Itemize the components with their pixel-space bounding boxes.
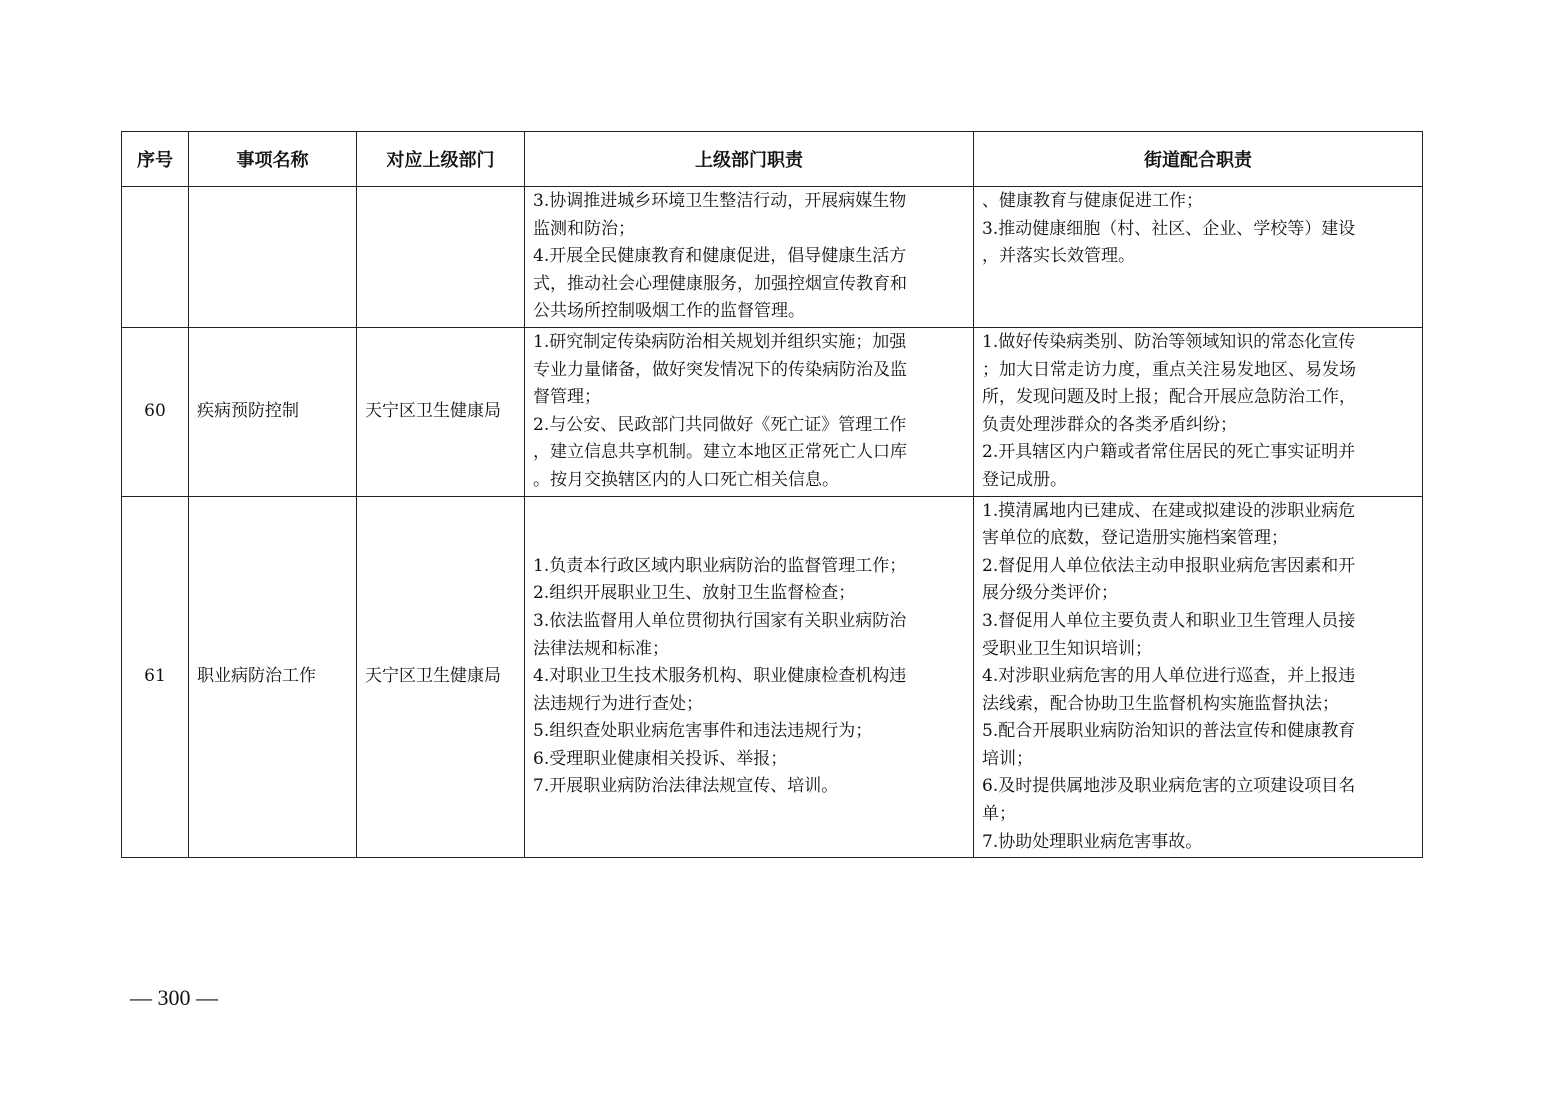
duty-line: 1.负责本行政区域内职业病防治的监督管理工作； [533, 555, 907, 576]
header-upper-department: 对应上级部门 [357, 132, 525, 187]
duty-line: 单； [982, 804, 1016, 825]
duty-line: 公共场所控制吸烟工作的监督管理。 [533, 301, 805, 322]
duty-line: 负责处理涉群众的各类矛盾纠纷； [982, 414, 1237, 435]
duty-line: 监测和防治； [533, 218, 635, 239]
duty-line: ，并落实长效管理。 [982, 246, 1135, 267]
cell-street-duties [974, 187, 1423, 328]
duty-line: 展分级分类评价； [982, 583, 1118, 604]
duty-line: 受职业卫生知识培训； [982, 638, 1152, 659]
duty-line: 4.开展全民健康教育和健康促进，倡导健康生活方 [533, 246, 907, 267]
duty-line: 3.依法监督用人单位贯彻执行国家有关职业病防治 [533, 610, 907, 631]
duty-line: 所，发现问题及时上报；配合开展应急防治工作， [982, 387, 1356, 408]
duty-line: 。按月交换辖区内的人口死亡相关信息。 [533, 469, 839, 490]
page-number: — 300 — [130, 985, 218, 1010]
duty-line: 2.开具辖区内户籍或者常住居民的死亡事实证明并 [982, 442, 1356, 463]
duty-line: ；加大日常走访力度，重点关注易发地区、易发场 [982, 359, 1356, 380]
duty-line: 6.及时提供属地涉及职业病危害的立项建设项目名 [982, 776, 1356, 797]
duty-line: 专业力量储备，做好突发情况下的传染病防治及监 [533, 359, 907, 380]
duty-line: ，建立信息共享机制。建立本地区正常死亡人口库 [533, 442, 907, 463]
cell-upper-duties [525, 496, 974, 858]
cell-upper-department: 天宁区卫生健康局 [357, 496, 525, 858]
duty-line: 式，推动社会心理健康服务，加强控烟宣传教育和 [533, 273, 907, 294]
duty-line: 1.摸清属地内已建成、在建或拟建设的涉职业病危 [982, 500, 1356, 521]
duty-line: 3.协调推进城乡环境卫生整洁行动，开展病媒生物 [533, 191, 907, 211]
duty-line: 培训； [982, 748, 1033, 769]
cell-item-name [189, 187, 357, 328]
duty-line: 7.协助处理职业病危害事故。 [982, 831, 1203, 852]
duties-table [121, 131, 1423, 858]
table-header-row [122, 132, 1423, 187]
cell-item-name: 疾病预防控制 [189, 327, 357, 496]
header-upper-duties: 上级部门职责 [525, 132, 974, 187]
cell-street-duties [974, 496, 1423, 858]
cell-upper-duties [525, 187, 974, 328]
header-serial-number: 序号 [122, 132, 189, 187]
duty-line: 法线索，配合协助卫生监督机构实施监督执法； [982, 693, 1339, 714]
duty-line: 3.督促用人单位主要负责人和职业卫生管理人员接 [982, 610, 1356, 631]
table-row [122, 496, 1423, 858]
header-street-duties: 街道配合职责 [974, 132, 1423, 187]
cell-upper-department: 天宁区卫生健康局 [357, 327, 525, 496]
duty-line: 法律法规和标准； [533, 638, 669, 659]
duty-line: 、健康教育与健康促进工作； [982, 191, 1203, 211]
duty-line: 1.研究制定传染病防治相关规划并组织实施；加强 [533, 331, 907, 352]
cell-upper-department [357, 187, 525, 328]
duty-line: 3.推动健康细胞（村、社区、企业、学校等）建设 [982, 218, 1356, 239]
cell-serial-number: 60 [122, 327, 189, 496]
table-row [122, 187, 1423, 328]
duty-line: 4.对涉职业病危害的用人单位进行巡查，并上报违 [982, 666, 1356, 687]
cell-item-name: 职业病防治工作 [189, 496, 357, 858]
cell-serial-number [122, 187, 189, 328]
duty-line: 法违规行为进行查处； [533, 693, 703, 714]
cell-upper-duties [525, 327, 974, 496]
header-item-name: 事项名称 [189, 132, 357, 187]
duty-line: 2.督促用人单位依法主动申报职业病危害因素和开 [982, 555, 1356, 576]
duty-line: 2.组织开展职业卫生、放射卫生监督检查； [533, 583, 856, 604]
duty-line: 害单位的底数，登记造册实施档案管理； [982, 528, 1288, 549]
table-row [122, 327, 1423, 496]
cell-serial-number: 61 [122, 496, 189, 858]
duty-line: 5.组织查处职业病危害事件和违法违规行为； [533, 721, 873, 742]
duty-line: 7.开展职业病防治法律法规宣传、培训。 [533, 776, 839, 797]
duty-line: 5.配合开展职业病防治知识的普法宣传和健康教育 [982, 721, 1356, 742]
duty-line: 登记成册。 [982, 469, 1067, 490]
cell-street-duties [974, 327, 1423, 496]
duty-line: 4.对职业卫生技术服务机构、职业健康检查机构违 [533, 666, 907, 687]
duty-line: 督管理； [533, 387, 601, 408]
duty-line: 2.与公安、民政部门共同做好《死亡证》管理工作 [533, 414, 907, 435]
duty-line: 1.做好传染病类别、防治等领域知识的常态化宣传 [982, 331, 1356, 352]
duty-line: 6.受理职业健康相关投诉、举报； [533, 748, 788, 769]
